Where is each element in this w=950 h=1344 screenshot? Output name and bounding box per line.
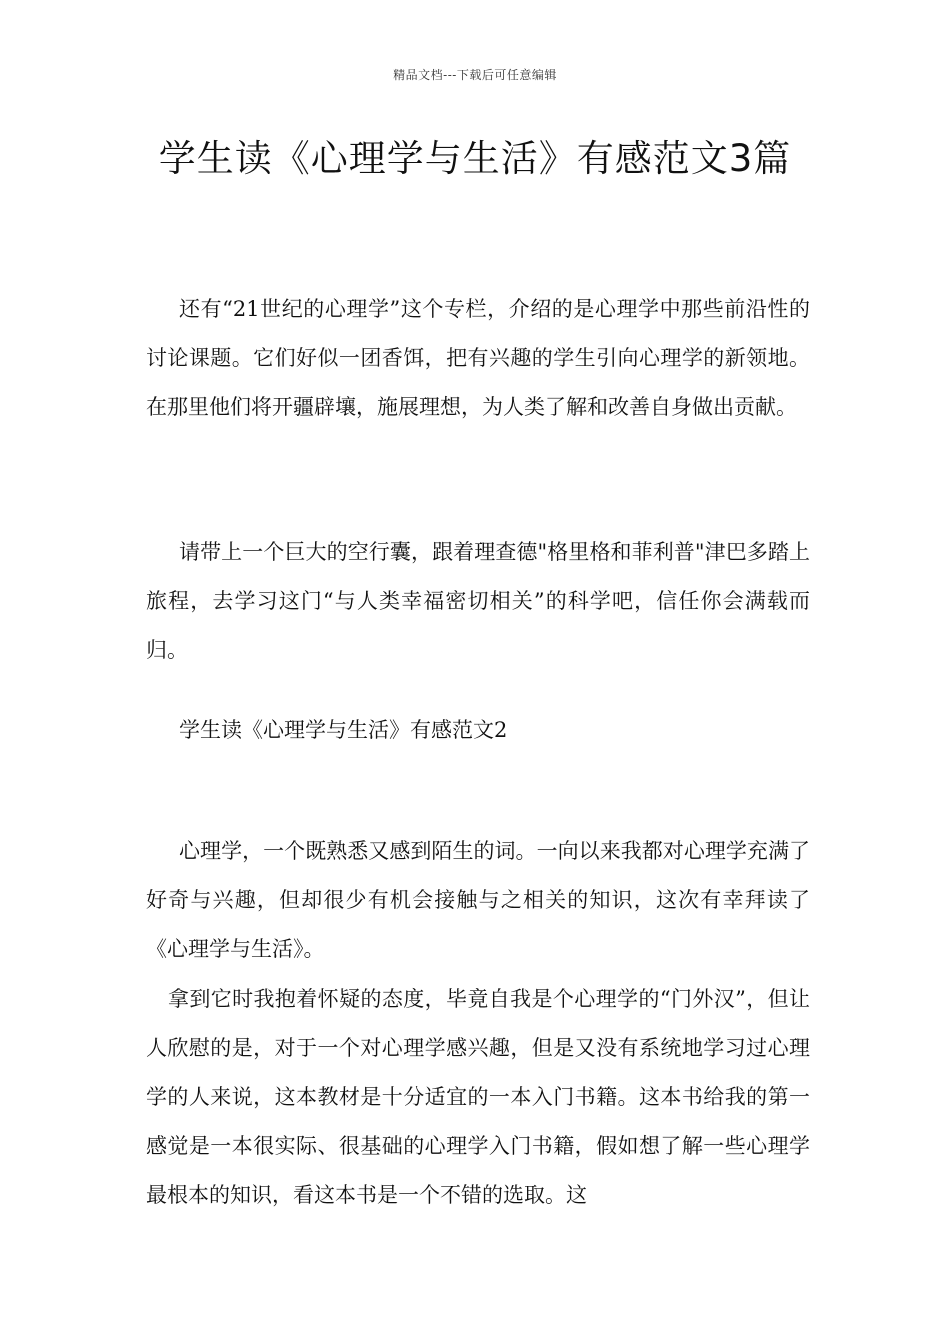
header-note: 精品文档---下载后可任意编辑 xyxy=(393,68,557,82)
body-paragraph: 拿到它时我抱着怀疑的态度，毕竟自我是个心理学的“门外汉”，但让人欣慰的是，对于一个对心理学感兴趣，但是又没有系统地学习过心理学的人来说，这本教材是十分适宜的一本入门书籍。这本书给我的第一感觉是一本很实际、很基础的心理学入门书籍，假如想了解一些心理学最根本的知识，看这本书是一个不错的选取。这 xyxy=(146,987,810,1207)
section-heading: 学生读《心理学与生活》有感范文2 xyxy=(179,718,508,742)
body-paragraph: 还有“21世纪的心理学”这个专栏，介绍的是心理学中那些前沿性的讨论课题。它们好似一团香饵，把有兴趣的学生引向心理学的新领地。在那里他们将开疆辟壤，施展理想，为人类了解和改善自身做出贡献。 xyxy=(146,297,810,419)
body-paragraph: 心理学，一个既熟悉又感到陌生的词。一向以来我都对心理学充满了好奇与兴趣，但却很少有机会接触与之相关的知识，这次有幸拜读了《心理学与生活》。 xyxy=(146,839,810,961)
body-paragraph: 请带上一个巨大的空行囊，跟着理查德"格里格和菲利普"津巴多踏上旅程，去学习这门“与人类幸福密切相关”的科学吧，信任你会满载而归。 xyxy=(146,540,810,662)
document-title: 学生读《心理学与生活》有感范文3篇 xyxy=(158,137,792,180)
